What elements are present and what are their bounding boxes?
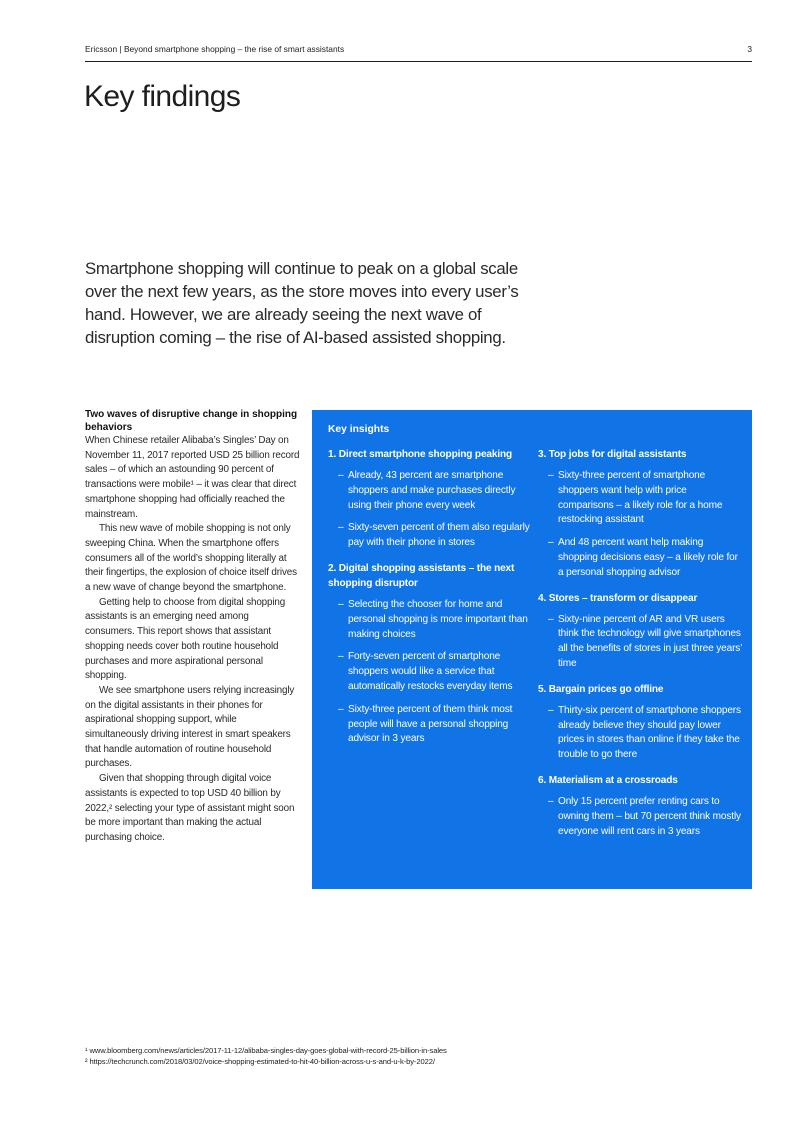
key-insights-title: Key insights xyxy=(328,424,390,435)
header-divider xyxy=(85,61,752,62)
insight-item xyxy=(328,469,533,513)
insight-text: Sixty-three percent of them think most people will have a personal shopping advisor in 3 years xyxy=(348,703,513,745)
page-header xyxy=(85,42,752,56)
insight-text: Sixty-nine percent of AR and VR users think the technology will give smartphones all the benefits of stores in just three years’ time xyxy=(558,613,742,669)
insight-text: Thirty-six percent of smartphone shoppers already believe they should pay lower prices in stores than online if they take the trouble to go there xyxy=(558,704,741,761)
insight-list xyxy=(538,469,743,581)
footnotes xyxy=(85,1045,765,1067)
dash-marker: – xyxy=(338,651,344,663)
insight-item xyxy=(328,598,533,642)
insight-item xyxy=(538,704,743,763)
page-number: 3 xyxy=(747,44,752,54)
insight-list xyxy=(538,613,743,672)
insight-heading: 4. Stores – transform or disappear xyxy=(538,592,698,604)
body-paragraph: We see smartphone users relying increasingly on the digital assistants in their phones for aspirational shopping support, while simultaneously driving interest in smart speakers that handle automation of routine household purchases. xyxy=(85,684,295,770)
left-column xyxy=(85,408,300,846)
body-paragraph: This new wave of mobile shopping is not only sweeping China. When the smartphone offers consumers all of the world’s shopping literally at their fingertips, the explosion of choice itself drives a new wave of change beyond the smartphone. xyxy=(85,523,297,594)
insight-item xyxy=(538,613,743,672)
dash-marker: – xyxy=(548,704,554,716)
insight-list xyxy=(538,795,743,839)
insight-list xyxy=(328,598,533,747)
insight-heading: 1. Direct smartphone shopping peaking xyxy=(328,449,513,460)
dash-marker: – xyxy=(548,613,554,625)
footnote-2[interactable]: ² https://techcrunch.com/2018/03/02/voice-shopping-estimated-to-hit-40-billion-across-u-s-and-u-k-by-2022/ xyxy=(85,1057,435,1066)
insight-heading: 3. Top jobs for digital assistants xyxy=(538,449,687,460)
insight-text: Selecting the chooser for home and personal shopping is more important than making choices xyxy=(348,598,528,640)
insight-text: Already, 43 percent are smartphone shoppers and make purchases directly using their phone every week xyxy=(348,470,516,511)
insight-text: Sixty-three percent of smartphone shoppers want help with price comparisons – a likely role for a home restocking assistant xyxy=(558,470,723,526)
body-paragraph: When Chinese retailer Alibaba’s Singles’ Day on November 11, 2017 reported USD 25 billion record sales – of which an astounding 90 percent of transactions were mobile¹ – it was clear that direct smartphone shopping had officially reached the mainstream. xyxy=(85,435,300,520)
insight-list xyxy=(538,704,743,763)
insights-column-right xyxy=(538,447,743,849)
dash-marker: – xyxy=(338,470,344,481)
dash-marker: – xyxy=(548,470,554,481)
body-paragraph: Getting help to choose from digital shopping assistants is an emerging need among consumers. This report shows that assistant shopping needs cover both routine household purchases and more aspirational personal shopping. xyxy=(85,596,286,682)
dash-marker: – xyxy=(548,795,554,807)
insight-list xyxy=(328,469,533,551)
insight-heading: 6. Materialism at a crossroads xyxy=(538,774,678,786)
insight-item xyxy=(538,469,743,528)
insight-text: Sixty-seven percent of them also regularly pay with their phone in stores xyxy=(348,522,530,549)
insight-heading: 2. Digital shopping assistants – the next shopping disruptor xyxy=(328,562,515,589)
insight-item xyxy=(538,795,743,839)
insight-heading: 5. Bargain prices go offline xyxy=(538,683,664,695)
section-heading: Two waves of disruptive change in shopping behaviors xyxy=(85,409,298,433)
footnote-1[interactable]: ¹ www.bloomberg.com/news/articles/2017-11-12/alibaba-singles-day-goes-global-with-record-25-billion-in-sales xyxy=(85,1046,447,1055)
insight-item xyxy=(538,536,743,580)
insight-item xyxy=(328,703,533,747)
key-insights-box xyxy=(312,410,752,889)
breadcrumb: Ericsson | Beyond smartphone shopping – the rise of smart assistants xyxy=(85,44,345,54)
intro-paragraph: Smartphone shopping will continue to peak on a global scale over the next few years, as the store moves into every user’s hand. However, we are already seeing the next wave of disruption coming – the rise of AI-based assisted shopping. xyxy=(85,259,519,347)
insights-column-left xyxy=(328,447,533,757)
insight-text: Forty-seven percent of smartphone shoppers would like a service that automatically restocks everyday items xyxy=(348,651,513,692)
dash-marker: – xyxy=(548,537,554,549)
dash-marker: – xyxy=(338,703,344,715)
body-paragraph: Given that shopping through digital voice assistants is expected to top USD 40 billion by 2022,² selecting your type of assistant might soon be more important than making the actual purchasing choice. xyxy=(85,773,295,843)
insight-item xyxy=(328,521,533,551)
dash-marker: – xyxy=(338,598,344,610)
insight-text: And 48 percent want help making shopping decisions easy – a likely role for a personal shopping advisor xyxy=(558,537,738,578)
insight-text: Only 15 percent prefer renting cars to owning them – but 70 percent think mostly everyone will rent cars in 3 years xyxy=(558,795,741,837)
dash-marker: – xyxy=(338,522,344,534)
page-title: Key findings xyxy=(84,80,241,113)
insight-item xyxy=(328,650,533,694)
